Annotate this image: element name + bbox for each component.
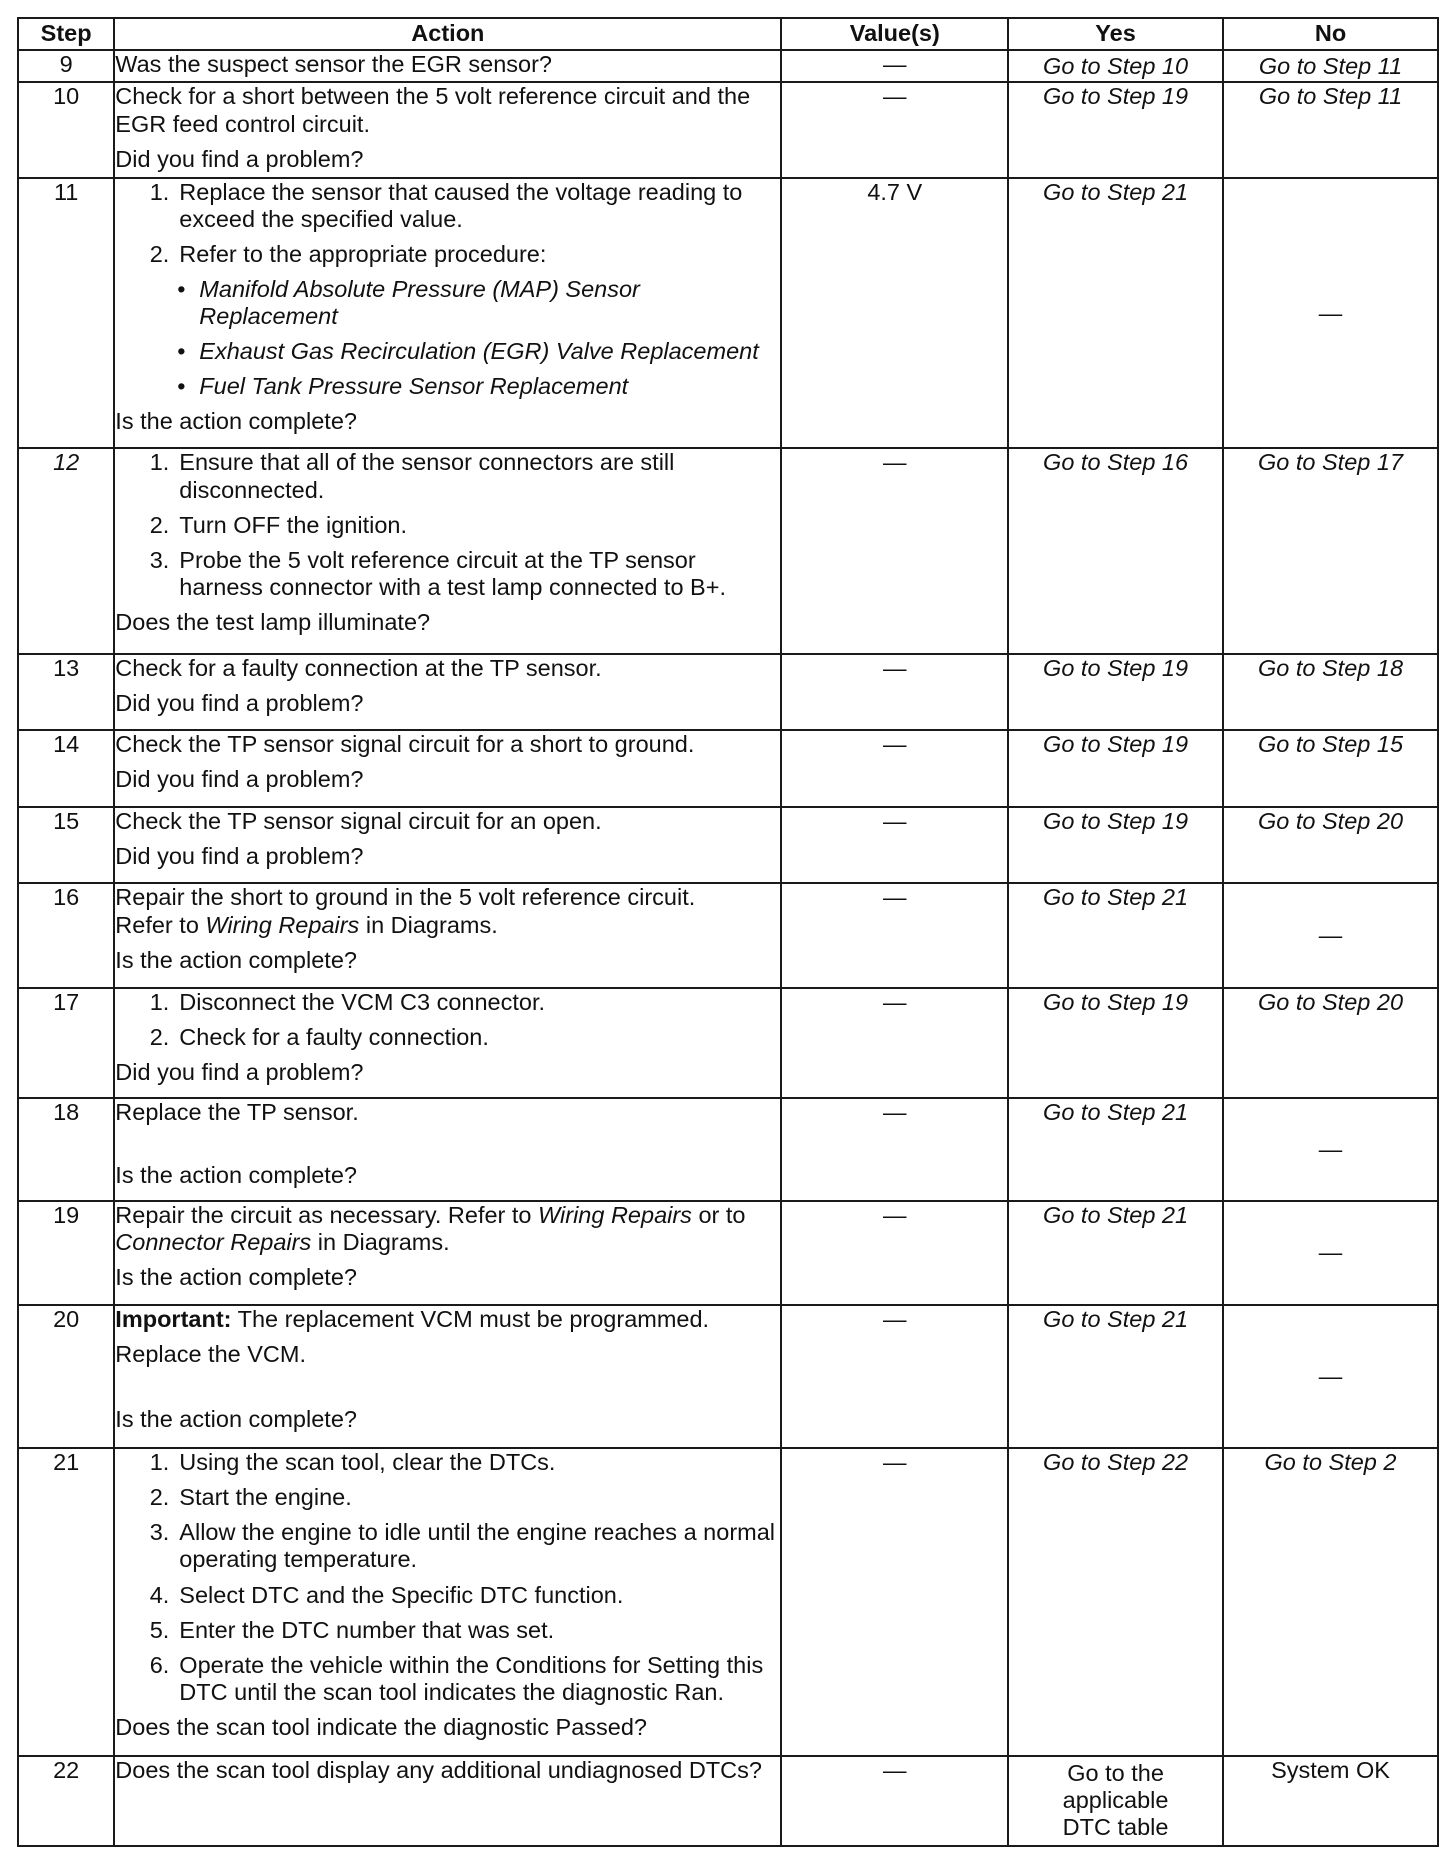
table-row bbox=[18, 883, 1438, 988]
action-cell bbox=[114, 1448, 781, 1755]
value-cell: — bbox=[781, 1305, 1008, 1449]
list-item: 2. Check for a faulty connection. bbox=[149, 1024, 489, 1051]
header-yes: Yes bbox=[1008, 18, 1223, 50]
list-item: 3. Allow the engine to idle until the engine reaches a normal operating temperature. bbox=[149, 1519, 776, 1573]
yes-cell: Go to Step 21 bbox=[1008, 883, 1223, 988]
action-cell bbox=[114, 1305, 781, 1449]
procedure-links bbox=[115, 276, 780, 400]
yes-cell: Go to Step 21 bbox=[1008, 178, 1223, 449]
yes-cell: Go to Step 19 bbox=[1008, 988, 1223, 1098]
action-question: Did you find a problem? bbox=[115, 145, 364, 172]
step-number: 13 bbox=[18, 654, 114, 731]
no-cell: — bbox=[1223, 178, 1438, 449]
no-cell: Go to Step 17 bbox=[1223, 448, 1438, 653]
value-cell: — bbox=[781, 50, 1008, 82]
header-no: No bbox=[1223, 18, 1438, 50]
action-question: Did you find a problem? bbox=[115, 689, 364, 716]
table-row bbox=[18, 988, 1438, 1098]
step-number: 14 bbox=[18, 730, 114, 807]
action-cell bbox=[114, 1201, 781, 1305]
table-row bbox=[18, 1305, 1438, 1449]
header-values: Value(s) bbox=[781, 18, 1008, 50]
action-question: Is the action complete? bbox=[115, 946, 357, 973]
table-row bbox=[18, 50, 1438, 82]
table-row bbox=[18, 1448, 1438, 1755]
step-number: 9 bbox=[18, 50, 114, 82]
yes-cell: Go to Step 19 bbox=[1008, 807, 1223, 884]
list-item: 1. Ensure that all of the sensor connectors are still disconnected. bbox=[149, 449, 675, 503]
step-number: 20 bbox=[18, 1305, 114, 1449]
list-item: 4. Select DTC and the Specific DTC function. bbox=[149, 1581, 624, 1608]
header-row bbox=[18, 18, 1438, 50]
list-item: 2. Refer to the appropriate procedure: bbox=[149, 240, 547, 267]
no-cell: — bbox=[1223, 883, 1438, 988]
action-question: Did you find a problem? bbox=[115, 1059, 364, 1086]
action-cell bbox=[114, 988, 781, 1098]
procedure-list bbox=[115, 989, 780, 1051]
yes-cell: Go to the applicable DTC table bbox=[1008, 1756, 1223, 1846]
header-action: Action bbox=[114, 18, 781, 50]
no-cell: — bbox=[1223, 1305, 1438, 1449]
no-cell: Go to Step 11 bbox=[1223, 82, 1438, 177]
step-number: 16 bbox=[18, 883, 114, 988]
no-cell: Go to Step 20 bbox=[1223, 988, 1438, 1098]
yes-cell: Go to Step 21 bbox=[1008, 1305, 1223, 1449]
yes-cell: Go to Step 22 bbox=[1008, 1448, 1223, 1755]
header-step: Step bbox=[18, 18, 114, 50]
list-item: 1. Disconnect the VCM C3 connector. bbox=[149, 989, 546, 1016]
table-row bbox=[18, 730, 1438, 807]
list-item: 5. Enter the DTC number that was set. bbox=[149, 1616, 555, 1643]
step-number: 19 bbox=[18, 1201, 114, 1305]
list-item: 6. Operate the vehicle within the Conditions for Setting this DTC until the scan tool indicates the diagnostic Ran. bbox=[149, 1651, 764, 1705]
action-question: Did you find a problem? bbox=[115, 766, 364, 793]
table-row bbox=[18, 1201, 1438, 1305]
table-row bbox=[18, 807, 1438, 884]
no-cell: Go to Step 20 bbox=[1223, 807, 1438, 884]
value-cell: — bbox=[781, 807, 1008, 884]
table-row bbox=[18, 1098, 1438, 1201]
no-cell: Go to Step 11 bbox=[1223, 50, 1438, 82]
procedure-list bbox=[115, 1449, 780, 1705]
action-cell bbox=[114, 883, 781, 988]
no-cell: Go to Step 15 bbox=[1223, 730, 1438, 807]
action-text: Check the TP sensor signal circuit for an open. bbox=[115, 807, 602, 834]
yes-cell: Go to Step 19 bbox=[1008, 654, 1223, 731]
no-cell: System OK bbox=[1223, 1756, 1438, 1846]
list-item: 1. Using the scan tool, clear the DTCs. bbox=[149, 1449, 556, 1476]
table-row bbox=[18, 1756, 1438, 1846]
action-cell bbox=[114, 82, 781, 177]
yes-cell: Go to Step 21 bbox=[1008, 1098, 1223, 1201]
value-cell: — bbox=[781, 730, 1008, 807]
action-text: Replace the VCM. bbox=[115, 1340, 306, 1367]
action-cell bbox=[114, 178, 781, 449]
procedure-link[interactable]: • Exhaust Gas Recirculation (EGR) Valve Replacement bbox=[177, 338, 759, 364]
table-row bbox=[18, 448, 1438, 653]
action-cell bbox=[114, 50, 781, 82]
yes-cell: Go to Step 10 bbox=[1008, 50, 1223, 82]
table-row bbox=[18, 178, 1438, 449]
table-row bbox=[18, 654, 1438, 731]
value-cell: — bbox=[781, 883, 1008, 988]
value-cell: — bbox=[781, 1448, 1008, 1755]
procedure-link[interactable]: • Manifold Absolute Pressure (MAP) Sensor Replacement bbox=[177, 275, 640, 329]
connector-repairs-link[interactable]: Connector Repairs bbox=[115, 1229, 312, 1256]
value-cell: — bbox=[781, 654, 1008, 731]
step-number: 22 bbox=[18, 1756, 114, 1846]
action-text: Repair the short to ground in the 5 volt reference circuit. Refer to Wiring Repairs in Diagrams. bbox=[115, 884, 696, 938]
value-cell: — bbox=[781, 1098, 1008, 1201]
value-cell: — bbox=[781, 1756, 1008, 1846]
list-item: 1. Replace the sensor that caused the voltage reading to exceed the specified value. bbox=[149, 178, 743, 232]
diagnostic-table bbox=[17, 17, 1439, 1847]
important-note: Important: The replacement VCM must be programmed. bbox=[115, 1305, 710, 1332]
wiring-repairs-link[interactable]: Wiring Repairs bbox=[205, 911, 360, 938]
action-question: Is the action complete? bbox=[115, 1162, 357, 1189]
yes-cell: Go to Step 19 bbox=[1008, 730, 1223, 807]
action-question: Does the test lamp illuminate? bbox=[115, 608, 431, 635]
step-number: 12 bbox=[18, 448, 114, 653]
wiring-repairs-link[interactable]: Wiring Repairs bbox=[538, 1202, 692, 1229]
value-cell: — bbox=[781, 448, 1008, 653]
table-row bbox=[18, 82, 1438, 177]
action-text: Check the TP sensor signal circuit for a short to ground. bbox=[115, 731, 695, 758]
action-cell bbox=[114, 1756, 781, 1846]
action-text: Does the scan tool display any additional undiagnosed DTCs? bbox=[115, 1756, 762, 1783]
procedure-link[interactable]: • Fuel Tank Pressure Sensor Replacement bbox=[177, 373, 629, 400]
value-cell: — bbox=[781, 82, 1008, 177]
no-cell: Go to Step 18 bbox=[1223, 654, 1438, 731]
no-cell: Go to Step 2 bbox=[1223, 1448, 1438, 1755]
procedure-list bbox=[115, 449, 780, 600]
list-item: 2. Turn OFF the ignition. bbox=[149, 511, 407, 538]
value-cell: — bbox=[781, 988, 1008, 1098]
yes-cell: Go to Step 19 bbox=[1008, 82, 1223, 177]
step-number: 10 bbox=[18, 82, 114, 177]
yes-cell: Go to Step 16 bbox=[1008, 448, 1223, 653]
yes-cell: Go to Step 21 bbox=[1008, 1201, 1223, 1305]
action-question: Is the action complete? bbox=[115, 408, 357, 435]
list-item: 2. Start the engine. bbox=[149, 1484, 352, 1511]
action-cell bbox=[114, 654, 781, 731]
no-cell: — bbox=[1223, 1098, 1438, 1201]
step-number: 11 bbox=[18, 178, 114, 449]
step-number: 21 bbox=[18, 1448, 114, 1755]
action-question: Did you find a problem? bbox=[115, 842, 364, 869]
action-question: Is the action complete? bbox=[115, 1264, 357, 1291]
procedure-list bbox=[115, 179, 780, 268]
action-text: Repair the circuit as necessary. Refer to Wiring Repairs or to Connector Repairs in Diagrams. bbox=[115, 1202, 746, 1256]
action-cell bbox=[114, 1098, 781, 1201]
action-text: Was the suspect sensor the EGR sensor? bbox=[115, 51, 552, 77]
value-cell: 4.7 V bbox=[781, 178, 1008, 449]
step-number: 17 bbox=[18, 988, 114, 1098]
step-number: 15 bbox=[18, 807, 114, 884]
action-cell bbox=[114, 807, 781, 884]
step-number: 18 bbox=[18, 1098, 114, 1201]
action-cell bbox=[114, 730, 781, 807]
action-cell bbox=[114, 448, 781, 653]
action-text: Check for a short between the 5 volt reference circuit and the EGR feed control circuit. bbox=[115, 83, 751, 137]
action-question: Is the action complete? bbox=[115, 1405, 357, 1432]
action-text: Check for a faulty connection at the TP sensor. bbox=[115, 654, 602, 681]
action-text: Replace the TP sensor. bbox=[115, 1099, 359, 1126]
value-cell: — bbox=[781, 1201, 1008, 1305]
action-question: Does the scan tool indicate the diagnostic Passed? bbox=[115, 1713, 647, 1740]
no-cell: — bbox=[1223, 1201, 1438, 1305]
list-item: 3. Probe the 5 volt reference circuit at the TP sensor harness connector with a test lamp connected to B+. bbox=[149, 546, 726, 600]
